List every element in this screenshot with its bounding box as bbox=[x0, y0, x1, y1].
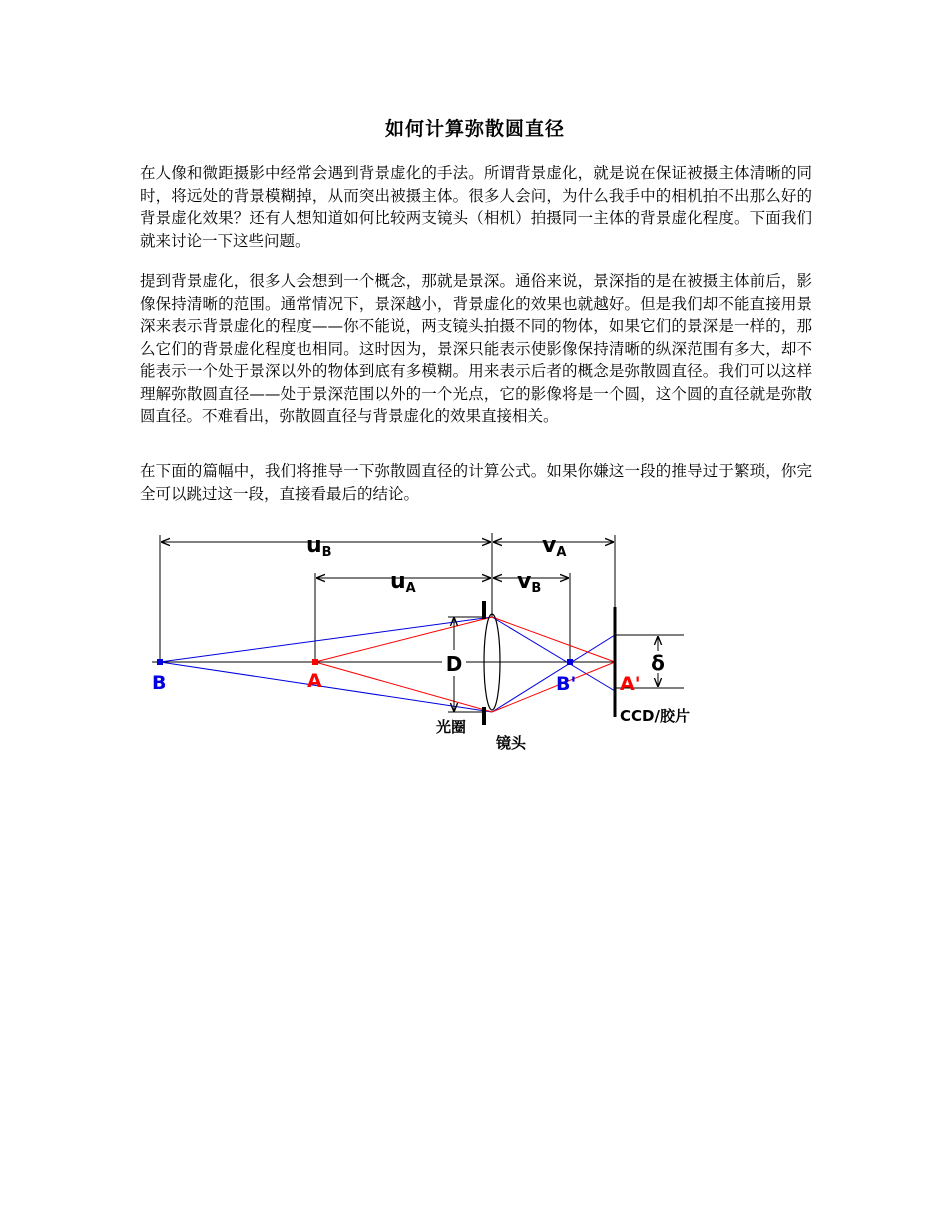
point-B-marker bbox=[157, 659, 163, 665]
label-vB: vB bbox=[517, 569, 542, 596]
label-image-A: A' bbox=[620, 673, 641, 695]
label-aperture: 光圈 bbox=[436, 718, 467, 736]
point-Bprime-marker bbox=[567, 659, 573, 665]
label-image-B: B' bbox=[556, 673, 577, 695]
document-title: 如何计算弥散圆直径 bbox=[384, 118, 565, 140]
label-uA: uA bbox=[390, 569, 416, 596]
point-A-marker bbox=[312, 659, 318, 665]
label-lens: 镜头 bbox=[496, 734, 527, 752]
label-D: D bbox=[445, 652, 463, 676]
label-uB: uB bbox=[306, 533, 332, 560]
label-point-B: B bbox=[152, 672, 167, 694]
paragraph-3: 在下面的篇幅中，我们将推导一下弥散圆直径的计算公式。如果你嫌这一段的推导过于繁琐，你完全可以跳过这一段，直接看最后的结论。 bbox=[140, 462, 812, 503]
paragraph-1: 在人像和微距摄影中经常会遇到背景虚化的手法。所谓背景虚化，就是说在保证被摄主体清晰的同时，将远处的背景模糊掉，从而突出被摄主体。很多人会问，为什么我手中的相机拍不出那么好的背景虚化效果？还有人想知道如何比较两支镜头（相机）拍摄同一主体的背景虚化程度。下面我们就来讨论一下这些问题。 bbox=[140, 164, 812, 250]
label-sensor: CCD/胶片 bbox=[620, 707, 690, 725]
blue-rays bbox=[160, 617, 615, 712]
label-point-A: A bbox=[307, 670, 322, 692]
label-vA: vA bbox=[542, 533, 567, 560]
paragraph-2: 提到背景虚化，很多人会想到一个概念，那就是景深。通俗来说，景深指的是在被摄主体前后，影像保持清晰的范围。通常情况下，景深越小，背景虚化的效果也就越好。但是我们却不能直接用景深来表示背景虚化的程度——你不能说，两支镜头拍摄不同的物体，如果它们的景深是一样的，那么它们的背景虚化程度也相同。这时因为，景深只能表示使影像保持清晰的纵深范围有多大，却不能表示一个处于景深以外的物体到底有多模糊。用来表示后者的概念是弥散圆直径。我们可以这样理解弥散圆直径——处于景深范围以外的一个光点，它的影像将是一个圆，这个圆的直径就是弥散圆直径。不难看出，弥散圆直径与背景虚化的效果直接相关。 bbox=[140, 272, 812, 425]
optics-diagram bbox=[140, 525, 700, 765]
label-delta: δ bbox=[651, 651, 665, 675]
